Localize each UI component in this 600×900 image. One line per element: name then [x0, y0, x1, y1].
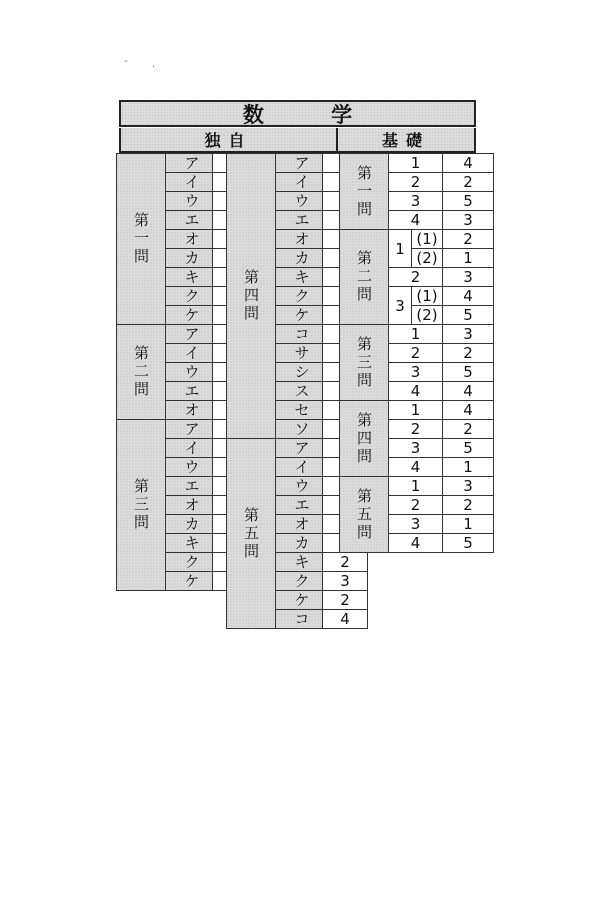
question-label: 第五問: [227, 439, 276, 629]
answer-key: ウ: [166, 192, 213, 211]
answer-key: ク: [276, 572, 323, 591]
answer-key: 3: [389, 287, 412, 325]
answer-key: 2: [389, 344, 443, 363]
answer-key: キ: [276, 268, 323, 287]
kiso-body: [340, 154, 494, 553]
answer-key: オ: [166, 496, 213, 515]
kiso-table: [339, 153, 494, 553]
answer-key: ク: [166, 553, 213, 572]
answer-key: 3: [389, 439, 443, 458]
question-label: 第三問: [117, 420, 166, 591]
answer-key: ア: [276, 154, 323, 173]
answer-key: カ: [166, 249, 213, 268]
answer-key: セ: [276, 401, 323, 420]
question-label: 第四問: [227, 154, 276, 439]
corner-mark-1: -: [124, 56, 128, 67]
answer-value: 4: [443, 154, 494, 173]
answer-key: 2: [389, 496, 443, 515]
answer-key: 2: [389, 420, 443, 439]
answer-key: 2: [389, 268, 443, 287]
answer-key: ア: [276, 439, 323, 458]
answer-value: 4: [443, 382, 494, 401]
answer-key: エ: [166, 382, 213, 401]
answer-key: キ: [166, 268, 213, 287]
answer-key: エ: [276, 211, 323, 230]
answer-key: ウ: [166, 363, 213, 382]
answer-key: 1: [389, 154, 443, 173]
answer-value: 4: [443, 401, 494, 420]
answer-key: カ: [166, 515, 213, 534]
answer-key: ク: [276, 287, 323, 306]
answer-key: 3: [389, 363, 443, 382]
answer-subkey: (2): [412, 306, 443, 325]
answer-value: 5: [443, 534, 494, 553]
table-row: [340, 325, 494, 344]
answer-key: 4: [389, 534, 443, 553]
question-label: 第五問: [340, 477, 389, 553]
answer-key: 3: [389, 515, 443, 534]
answer-key: ウ: [276, 192, 323, 211]
answer-key: エ: [166, 477, 213, 496]
answer-key: ア: [166, 154, 213, 173]
answer-key: 1: [389, 230, 412, 268]
answer-key: ソ: [276, 420, 323, 439]
answer-key: イ: [166, 173, 213, 192]
answer-key: カ: [276, 534, 323, 553]
answer-key: キ: [166, 534, 213, 553]
answer-key: ケ: [166, 306, 213, 325]
answer-value: 3: [443, 477, 494, 496]
answer-key: イ: [166, 344, 213, 363]
answer-key: コ: [276, 325, 323, 344]
answer-subkey: (1): [412, 230, 443, 249]
answer-value: 2: [443, 230, 494, 249]
answer-value: 5: [443, 363, 494, 382]
answer-key: オ: [276, 230, 323, 249]
table-row: [340, 477, 494, 496]
answer-value: 2: [443, 173, 494, 192]
answer-value: 3: [443, 325, 494, 344]
answer-key: イ: [276, 173, 323, 192]
answer-subkey: (2): [412, 249, 443, 268]
answer-key: カ: [276, 249, 323, 268]
answer-key: 1: [389, 477, 443, 496]
answer-key: ス: [276, 382, 323, 401]
answer-value: 1: [443, 458, 494, 477]
answer-value: 2: [323, 553, 368, 572]
answer-key: ウ: [166, 458, 213, 477]
kiso-header: 基礎: [338, 128, 476, 153]
answer-value: 4: [323, 610, 368, 629]
table-row: [340, 154, 494, 173]
answer-key: 4: [389, 382, 443, 401]
answer-value: 4: [443, 287, 494, 306]
answer-key: イ: [276, 458, 323, 477]
answer-key: ケ: [276, 591, 323, 610]
table-row: [340, 230, 494, 249]
answer-key: コ: [276, 610, 323, 629]
question-label: 第二問: [117, 325, 166, 420]
answer-value: 2: [443, 344, 494, 363]
answer-key: キ: [276, 553, 323, 572]
question-label: 第四問: [340, 401, 389, 477]
page-title: 数 学: [119, 100, 476, 127]
answer-key: ウ: [276, 477, 323, 496]
answer-key: 1: [389, 325, 443, 344]
question-label: 第二問: [340, 230, 389, 325]
answer-key: オ: [166, 230, 213, 249]
dokuji-header: 独自: [119, 128, 338, 153]
answer-subkey: (1): [412, 287, 443, 306]
answer-key: エ: [166, 211, 213, 230]
answer-key: エ: [276, 496, 323, 515]
question-label: 第三問: [340, 325, 389, 401]
answer-value: 1: [443, 515, 494, 534]
answer-key: オ: [276, 515, 323, 534]
answer-key: シ: [276, 363, 323, 382]
answer-value: 3: [443, 211, 494, 230]
answer-value: 3: [323, 572, 368, 591]
answer-value: 2: [443, 496, 494, 515]
answer-key: ア: [166, 420, 213, 439]
answer-value: 2: [323, 591, 368, 610]
answer-value: 5: [443, 306, 494, 325]
table-row: [340, 401, 494, 420]
answer-value: 1: [443, 249, 494, 268]
answer-value: 5: [443, 192, 494, 211]
answer-key: 1: [389, 401, 443, 420]
answer-value: 2: [443, 420, 494, 439]
answer-key: ケ: [276, 306, 323, 325]
answer-key: ケ: [166, 572, 213, 591]
answer-value: 5: [443, 439, 494, 458]
answer-value: 3: [443, 268, 494, 287]
answer-key: 3: [389, 192, 443, 211]
question-label: 第一問: [340, 154, 389, 230]
answer-key: 4: [389, 458, 443, 477]
answer-key: サ: [276, 344, 323, 363]
answer-key: イ: [166, 439, 213, 458]
answer-key: オ: [166, 401, 213, 420]
corner-mark-2: ·: [152, 62, 156, 73]
answer-key: ク: [166, 287, 213, 306]
question-label: 第一問: [117, 154, 166, 325]
answer-key: 4: [389, 211, 443, 230]
answer-key: 2: [389, 173, 443, 192]
answer-key: ア: [166, 325, 213, 344]
